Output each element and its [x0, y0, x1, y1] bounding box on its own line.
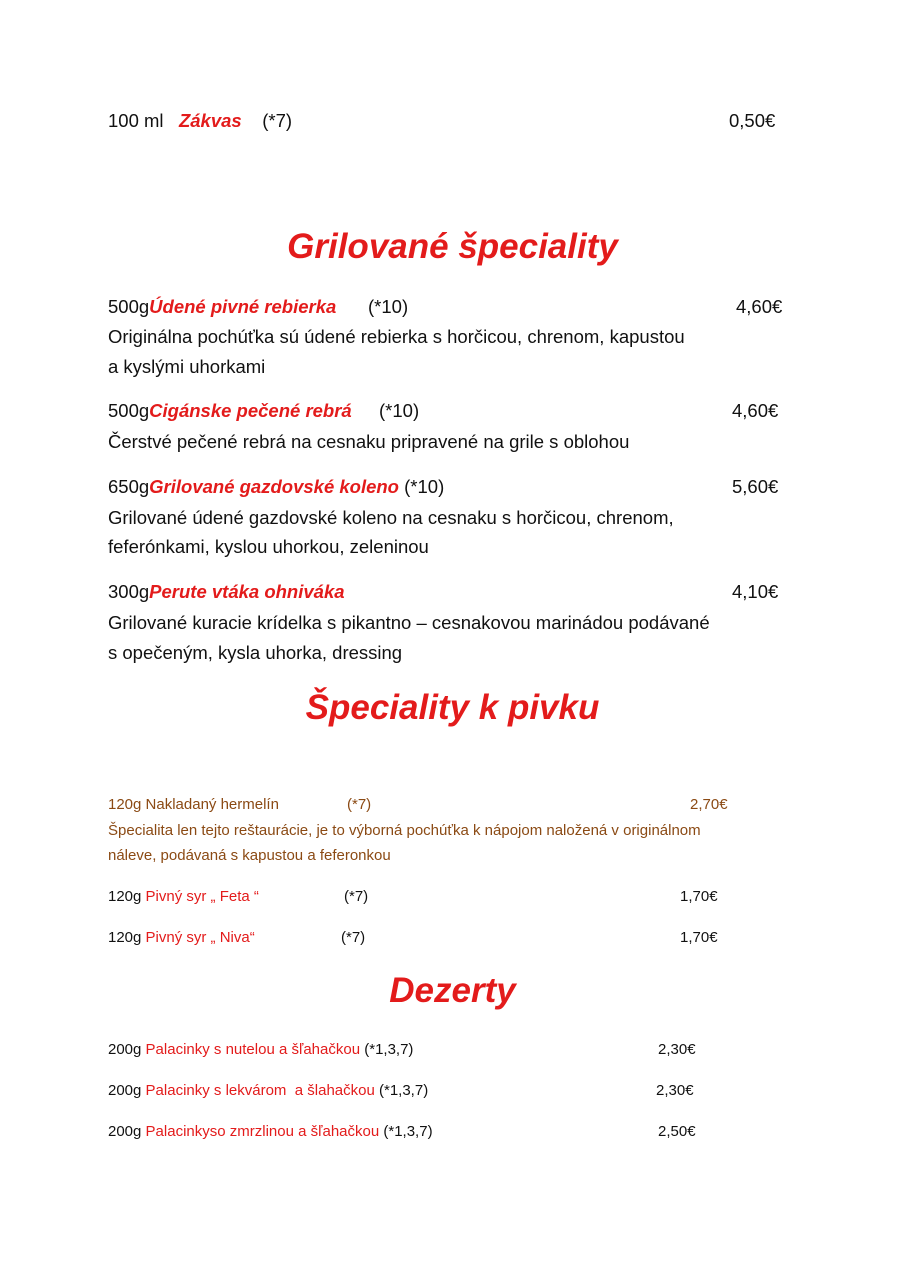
item-name: Pivný syr „ Niva“ [145, 929, 255, 946]
item-weight: 200g [108, 1041, 142, 1058]
item-allergens: (*7) [262, 110, 293, 131]
item-name: Grilované gazdovské koleno [149, 476, 399, 497]
item-allergens: (*10) [404, 476, 445, 497]
item-description: Špecialita len tejto reštaurácie, je to výborná pochúťka k nápojom naložená v originálnom [108, 822, 701, 839]
item-weight: 650g [108, 476, 150, 497]
item-price: 4,10€ [732, 581, 779, 602]
menu-item-rebra [108, 400, 352, 422]
item-description: Grilované údené gazdovské koleno na cesnaku s horčicou, chrenom, [108, 507, 674, 528]
item-name: Údené pivné rebierka [149, 296, 337, 317]
item-name: Palacinky s nutelou a šľahačkou [145, 1041, 361, 1058]
item-weight: 120g [108, 929, 142, 946]
item-price: 5,60€ [732, 476, 779, 497]
section-title-desserts: Dezerty [389, 971, 516, 1010]
item-allergens: (*10) [368, 296, 409, 317]
item-price: 2,30€ [658, 1041, 696, 1058]
item-weight: 500g [108, 400, 150, 421]
item-weight: 500g [108, 296, 150, 317]
menu-item-zakvas [108, 110, 292, 132]
item-name: Palacinky s lekvárom a šlahačkou [145, 1082, 375, 1099]
item-name: Pivný syr „ Feta “ [145, 888, 259, 905]
item-price: 0,50€ [729, 110, 776, 131]
item-description: Čerstvé pečené rebrá na cesnaku pripravené na grile s oblohou [108, 431, 630, 452]
menu-item-dessert-2 [108, 1082, 428, 1099]
menu-item-dessert-1 [108, 1041, 413, 1058]
menu-item-rebierka [108, 296, 336, 318]
item-weight: 200g [108, 1123, 142, 1140]
menu-item-koleno [108, 476, 444, 498]
menu-item-dessert-3 [108, 1123, 433, 1140]
item-price: 2,50€ [658, 1123, 696, 1140]
item-allergens: (*10) [379, 400, 420, 421]
item-name: Perute vtáka ohniváka [149, 581, 345, 602]
item-allergens: (*1,3,7) [383, 1123, 433, 1140]
item-price: 4,60€ [732, 400, 779, 421]
item-allergens: (*7) [347, 796, 372, 813]
item-allergens: (*1,3,7) [379, 1082, 429, 1099]
item-description: Originálna pochúťka sú údené rebierka s horčicou, chrenom, kapustou [108, 326, 685, 347]
item-description: a kyslými uhorkami [108, 356, 266, 377]
item-weight: 100 ml [108, 110, 164, 131]
item-weight: 300g [108, 581, 150, 602]
menu-item-niva [108, 929, 255, 946]
item-price: 2,30€ [656, 1082, 694, 1099]
item-price: 4,60€ [736, 296, 783, 317]
item-price: 1,70€ [680, 888, 718, 905]
item-line: 120g Nakladaný hermelín [108, 796, 279, 813]
item-description: s opečeným, kysla uhorka, dressing [108, 642, 403, 663]
item-weight: 200g [108, 1082, 142, 1099]
section-title-beer: Špeciality k pivku [305, 688, 600, 727]
item-description: feferónkami, kyslou uhorkou, zeleninou [108, 536, 429, 557]
item-description: Grilované kuracie krídelka s pikantno – cesnakovou marinádou podávané [108, 612, 710, 633]
item-name: Palacinkyso zmrzlinou a šľahačkou [145, 1123, 380, 1140]
menu-item-feta [108, 888, 259, 905]
item-name: Cigánske pečené rebrá [149, 400, 352, 421]
item-price: 1,70€ [680, 929, 718, 946]
item-allergens: (*1,3,7) [364, 1041, 414, 1058]
item-price: 2,70€ [690, 796, 728, 813]
section-title-grill: Grilované špeciality [287, 227, 618, 266]
item-allergens: (*7) [341, 929, 366, 946]
item-weight: 120g [108, 888, 142, 905]
menu-item-perute [108, 581, 345, 603]
item-name: Zákvas [178, 110, 242, 131]
item-allergens: (*7) [344, 888, 369, 905]
item-description: náleve, podávaná s kapustou a feferonkou [108, 847, 391, 864]
